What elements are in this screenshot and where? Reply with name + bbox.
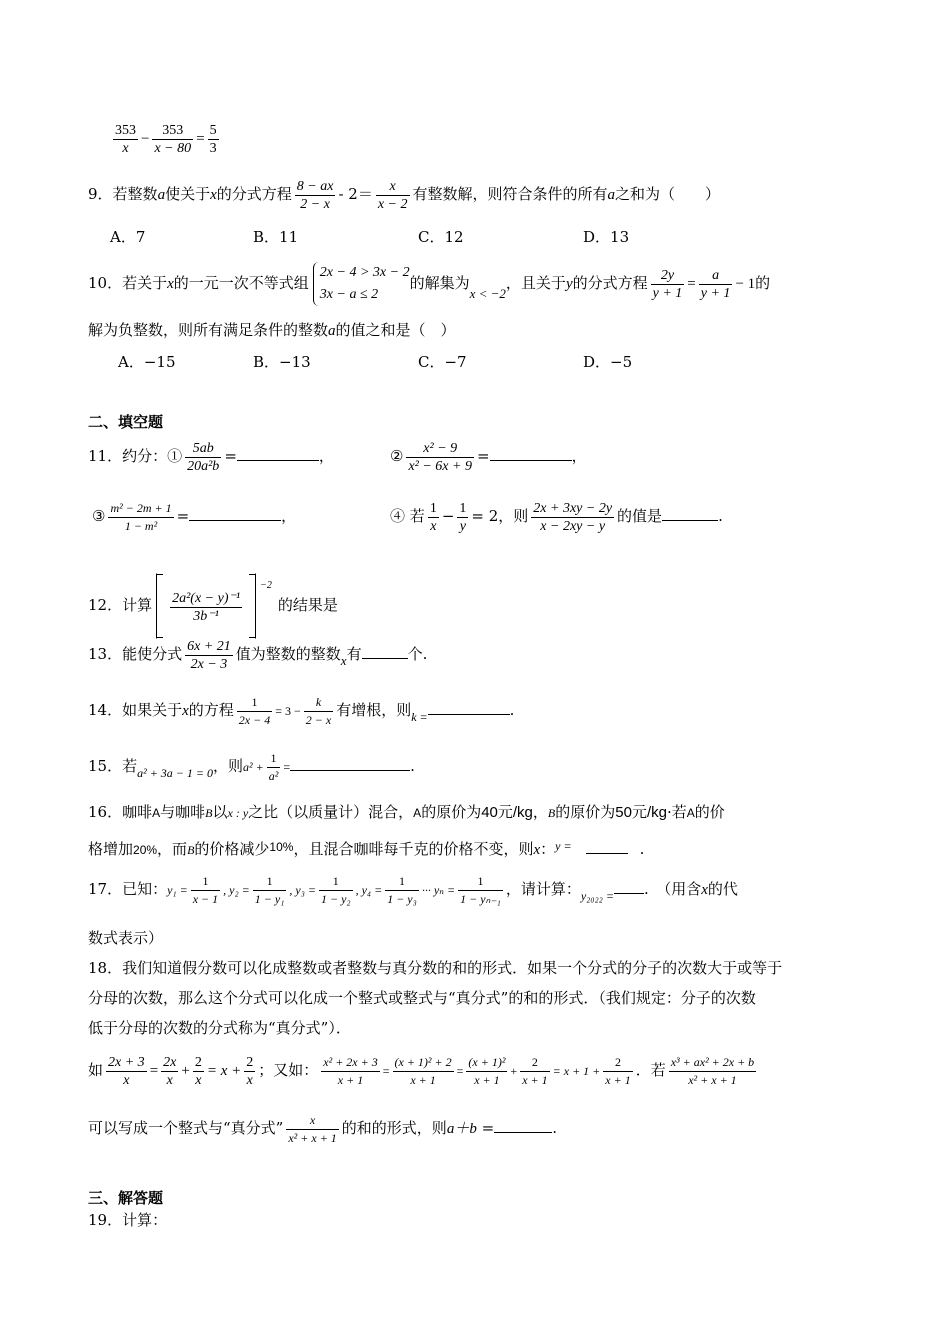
- question-19: 19．计算：: [88, 1211, 168, 1229]
- answer-blank: [662, 506, 718, 521]
- fraction: $\frac{2}{x + 1}$: [522, 1054, 548, 1087]
- fraction: $\frac{\text{(x + 1)² + 2}}{x + 1}$: [394, 1054, 452, 1087]
- answer-blank: [428, 700, 510, 715]
- q9-option-d: D．13: [583, 228, 630, 246]
- question-11-part3: ③ $\frac{\text{m² − 2m + 1}}{\text{1 − m²}}$ = ，: [92, 500, 297, 533]
- fraction: $\frac{1}{\text{1 − y₁}}$: [254, 873, 285, 906]
- question-18-para3: 低于分母的次数的分式称为“真分式”）．: [88, 1019, 351, 1037]
- fraction: $\frac{\text{x² − 9}}{\text{x² − 6x + 9}}$: [408, 440, 472, 474]
- question-17-line2: 数式表示）: [88, 929, 164, 947]
- question-10-line2: 解为负整数，则所有满足条件的整数a的值之和是（ ）: [88, 321, 456, 339]
- question-18-ask: 可以写成一个整式与“真分式” $\frac{x}{\text{x² + x + 1}}$ 的和的形式，则a＋b = .: [88, 1112, 557, 1145]
- fraction: $\frac{a}{y + 1}$: [700, 267, 731, 301]
- fraction: $\frac{x}{\text{x² + x + 1}}$: [288, 1112, 337, 1145]
- question-16-line2: 格增加20%，而B的价格减少$^{10\%}$，且混合咖啡每千克的价格不变，则x：$^{y =}$ .: [88, 839, 645, 858]
- fraction: $\frac{2x + 3xy - 2y}{x - 2xy - y}$: [533, 500, 613, 534]
- fraction: $\frac{2}{x + 1}$: [605, 1054, 631, 1087]
- fraction: $\frac{2}{x}$: [246, 1054, 254, 1088]
- q9-option-c: C．12: [418, 228, 464, 246]
- fraction: $\frac{1}{\text{a²}}$: [268, 750, 279, 783]
- fraction: $\frac{1}{x - 1}$: [192, 873, 219, 906]
- fraction: $\frac{5}{3}$: [209, 122, 217, 156]
- answer-blank: [362, 644, 408, 659]
- question-13: 13．能使分式 $\frac{6x + 21}{2x - 3}$ 值为整数的整数x有 个.: [88, 638, 428, 672]
- fraction: $\frac{353}{x}$: [115, 122, 136, 156]
- fraction: $\frac{\text{m² − 2m + 1}}{\text{1 − m²}}$: [110, 500, 172, 533]
- fraction: $\frac{2x}{x}$: [163, 1054, 177, 1088]
- question-11-part2: ② $\frac{\text{x² − 9}}{\text{x² − 6x + 9}}$ = ，: [390, 440, 587, 474]
- fraction: $\frac{1}{\text{1 − yₙ₋₁}}$: [460, 873, 501, 906]
- answer-blank: [237, 446, 319, 461]
- q10-option-d: D．−5: [583, 353, 633, 371]
- answer-blank: [494, 1118, 552, 1133]
- question-16: 16．咖啡A与咖啡B以x : y之比（以质量计）混合，A的原价为40元/kg，B的原价为50元/kg·若A的价: [88, 803, 725, 821]
- fraction: $\frac{\text{(x + 1)²}}{x + 1}$: [468, 1054, 506, 1087]
- fraction: $\frac{1}{\text{1 − y₃}}$: [387, 873, 417, 906]
- question-11: 11．约分：① $\frac{5ab}{\text{20a²b}}$ = ，: [88, 440, 334, 474]
- q10-option-a: A．−15: [118, 353, 176, 371]
- question-10: 10．若关于x的一元一次不等式组 2x − 4 > 3x − 2 3x − a ≤ 2 的解集为x < −2，且关于y的分式方程 $\frac{2y}{y + 1}$ = $\frac{a}{y + 1}$ − 1的: [88, 260, 770, 317]
- fraction: $\frac{5ab}{\text{20a²b}}$: [187, 440, 220, 474]
- fraction: $\frac{\text{x³ + ax² + 2x + b}}{\text{x² + x + 1}}$: [670, 1054, 755, 1087]
- q10-option-c: C．−7: [418, 353, 467, 371]
- question-18-para2: 分母的次数，那么这个分式可以化成一个整式或整式与“真分式”的和的形式．（我们规定：分子的次数: [88, 989, 756, 1007]
- fraction: $\frac{2y}{y + 1}$: [652, 267, 683, 301]
- bracket-expression: [156, 573, 256, 639]
- top-equation: $\frac{353}{x}$ − $\frac{353}{x - 80}$ = $\frac{5}{3}$: [115, 122, 217, 156]
- inequality-system: 2x − 4 > 3x − 2 3x − a ≤ 2: [313, 262, 410, 306]
- fraction: $\frac{x}{x - 2}$: [377, 178, 408, 212]
- answer-blank: [290, 756, 410, 771]
- fraction: $\frac{6x + 21}{2x - 3}$: [187, 638, 231, 672]
- fraction: $\frac{353}{x - 80}$: [154, 122, 192, 156]
- question-18-examples: 如 $\frac{2x + 3}{x}$ = $\frac{2x}{x}$ + $\frac{2}{x}$ = x + $\frac{2}{x}$ ；又如： $\frac{\text{x² + 2x + 3}}{x + 1}$ = $\frac{\text{(x + 1)² + 2}}{x + 1}$ = $\frac{\text{(x + 1)²}}{x + 1}$ + $\frac{2}{x + 1}$ = x + 1 + $\frac{2}{x + 1}$ ．若 $\frac{\text{x³ + ax² + 2x + b}}{\text{x² + x + 1}}$: [88, 1054, 755, 1088]
- fraction: $\frac{1}{x}$: [429, 500, 437, 534]
- answer-blank: [614, 879, 644, 894]
- fraction: $\frac{2x + 3}{x}$: [108, 1054, 145, 1088]
- question-12: 12．计算 $\frac{\text{2a²(x − y)⁻¹}}{\text{3b⁻¹}}$ $^{-2}$的结果是: [88, 558, 338, 639]
- question-15: 15．若$_{a^2 + 3a - 1 = 0}$，则a² + $\frac{1}{\text{a²}}$ = .: [88, 750, 415, 783]
- q9-option-a: A．7: [110, 228, 146, 246]
- question-11-part4: ④ 若 $\frac{1}{x}$ − $\frac{1}{y}$ = 2，则 $\frac{2x + 3xy - 2y}{x - 2xy - y}$ 的值是 .: [390, 500, 723, 534]
- question-9: 9．若整数a使关于x的分式方程 $\frac{8 - ax}{2 - x}$ - 2＝ $\frac{x}{x - 2}$ 有整数解，则符合条件的所有a之和为（ ）: [88, 178, 721, 212]
- fraction: $\frac{k}{2 - x}$: [305, 694, 332, 727]
- section-heading: 三、解答题: [88, 1189, 164, 1207]
- q9-option-b: B．11: [253, 228, 299, 246]
- section-heading: 二、填空题: [88, 413, 164, 431]
- answer-blank: [189, 506, 281, 521]
- fraction: $\frac{\text{2a²(x − y)⁻¹}}{\text{3b⁻¹}}$: [172, 590, 241, 624]
- fraction: $\frac{1}{y}$: [459, 500, 467, 534]
- answer-blank: [586, 839, 628, 854]
- fraction: $\frac{2}{x}$: [194, 1054, 202, 1088]
- q10-option-b: B．−13: [253, 353, 311, 371]
- fraction: $\frac{1}{2x - 4}$: [238, 694, 271, 727]
- fraction: $\frac{8 - ax}{2 - x}$: [296, 178, 334, 212]
- question-14: 14．如果关于x的方程 $\frac{1}{2x - 4}$ = 3 − $\frac{k}{2 - x}$ 有增根，则$_{k =}$ .: [88, 694, 515, 727]
- answer-blank: [490, 446, 572, 461]
- question-17: 17．已知：y₁ = $\frac{1}{x - 1}$ , y₂ = $\frac{1}{\text{1 − y₁}}$ , y₃ = $\frac{1}{\text{1 − y₂}}$ , y₄ = $\frac{1}{\text{1 − y₃}}$ ··· yₙ = $\frac{1}{\text{1 − yₙ₋₁}}$ ，请计算：$_{y_{2022} =}$ . （用含x的代: [88, 873, 738, 906]
- question-18-para1: 18．我们知道假分数可以化成整数或者整数与真分数的和的形式．如果一个分式的分子的次数大于或等于: [88, 959, 783, 977]
- fraction: $\frac{\text{x² + 2x + 3}}{x + 1}$: [323, 1054, 378, 1087]
- fraction: $\frac{1}{\text{1 − y₂}}$: [320, 873, 351, 906]
